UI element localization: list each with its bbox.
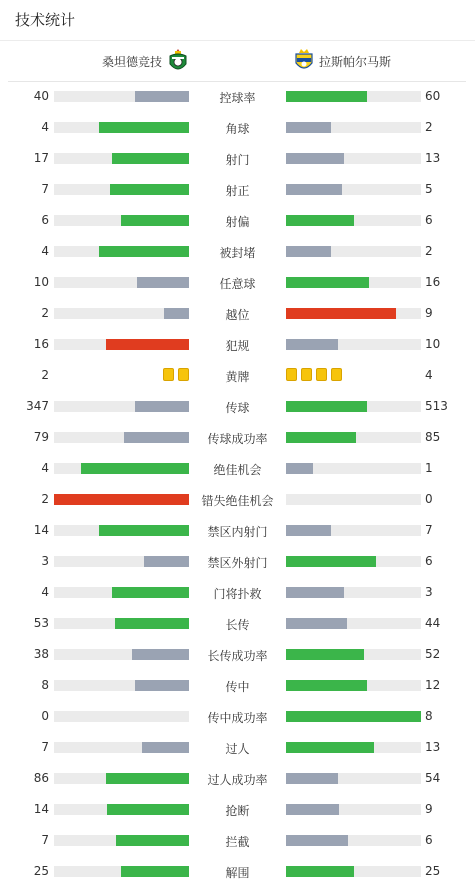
home-stat-bar-fill xyxy=(107,804,189,815)
home-stat-value: 7 xyxy=(41,833,49,847)
away-stat-value: 44 xyxy=(425,616,441,630)
home-stat-bar xyxy=(54,835,189,846)
away-stat-bar-fill xyxy=(286,339,338,350)
home-stat-bar xyxy=(54,122,189,133)
home-stat-bar xyxy=(54,308,189,319)
away-stat-bar-fill xyxy=(286,246,331,257)
stat-row xyxy=(0,639,475,670)
away-stat-bar xyxy=(286,773,421,784)
home-stat-bar xyxy=(54,215,189,226)
away-stat-value: 13 xyxy=(425,740,441,754)
stat-row xyxy=(0,608,475,639)
stat-label: 禁区内射门 xyxy=(207,525,268,539)
home-stat-value: 10 xyxy=(33,275,49,289)
away-stat-bar-fill xyxy=(286,308,396,319)
stat-label: 任意球 xyxy=(219,277,256,291)
away-stat-bar xyxy=(286,308,421,319)
away-stat-value: 5 xyxy=(425,182,433,196)
away-stat-bar xyxy=(286,525,421,536)
home-stat-bar-fill xyxy=(112,153,189,164)
home-stat-value: 17 xyxy=(33,151,49,165)
home-stat-bar xyxy=(54,153,189,164)
home-stat-value: 0 xyxy=(41,709,49,723)
stat-label: 传球成功率 xyxy=(207,432,268,446)
yellow-card-icon xyxy=(301,368,312,381)
away-stat-value: 25 xyxy=(425,864,441,878)
home-stat-bar xyxy=(54,649,189,660)
away-stat-bar-fill xyxy=(286,866,354,877)
away-stat-bar-fill xyxy=(286,742,374,753)
away-stat-value: 6 xyxy=(425,213,433,227)
stat-label: 长传成功率 xyxy=(207,649,268,663)
away-stat-bar xyxy=(286,122,421,133)
stat-row xyxy=(0,825,475,856)
stat-row xyxy=(0,670,475,701)
away-stat-value: 85 xyxy=(425,430,441,444)
away-stat-value: 1 xyxy=(425,461,433,475)
stat-label: 拦截 xyxy=(225,835,250,849)
stat-label: 错失绝佳机会 xyxy=(201,494,274,508)
stat-label: 被封堵 xyxy=(219,246,256,260)
stat-label: 抢断 xyxy=(225,804,250,818)
stat-label: 过人成功率 xyxy=(207,773,268,787)
home-stat-bar xyxy=(54,432,189,443)
home-stat-value: 2 xyxy=(41,368,49,382)
away-stat-bar xyxy=(286,215,421,226)
home-stat-value: 3 xyxy=(41,554,49,568)
stat-row xyxy=(0,794,475,825)
away-stat-bar xyxy=(286,432,421,443)
stat-label: 犯规 xyxy=(225,339,250,353)
home-stat-bar-fill xyxy=(110,184,189,195)
away-stat-bar-fill xyxy=(286,587,344,598)
home-stat-bar-fill xyxy=(115,618,189,629)
home-stat-bar-fill xyxy=(116,835,189,846)
home-stat-value: 79 xyxy=(33,430,49,444)
home-stat-bar-fill xyxy=(132,649,189,660)
home-stat-bar xyxy=(54,556,189,567)
away-stat-bar xyxy=(286,339,421,350)
away-stat-bar xyxy=(286,835,421,846)
home-stat-bar-fill xyxy=(54,494,189,505)
stat-row xyxy=(0,205,475,236)
away-stat-bar-fill xyxy=(286,711,421,722)
home-stat-value: 2 xyxy=(41,306,49,320)
away-stat-value: 60 xyxy=(425,89,441,103)
stat-row xyxy=(0,81,475,112)
home-stat-bar-fill xyxy=(106,773,189,784)
home-stat-bar xyxy=(54,525,189,536)
home-stat-bar-fill xyxy=(137,277,189,288)
home-stat-bar-fill xyxy=(81,463,189,474)
away-stat-value: 52 xyxy=(425,647,441,661)
home-stat-bar xyxy=(54,494,189,505)
away-stat-value: 16 xyxy=(425,275,441,289)
home-stat-bar xyxy=(54,618,189,629)
stat-row xyxy=(0,112,475,143)
home-stat-bar xyxy=(54,339,189,350)
stat-label: 黄牌 xyxy=(225,370,250,384)
home-stat-bar-fill xyxy=(124,432,189,443)
home-stat-bar xyxy=(54,246,189,257)
away-stat-bar xyxy=(286,153,421,164)
stat-row xyxy=(0,329,475,360)
home-stat-bar-fill xyxy=(135,680,189,691)
home-stat-bar xyxy=(54,463,189,474)
away-stat-bar-fill xyxy=(286,649,364,660)
stat-row xyxy=(0,267,475,298)
racing-santander-crest-icon xyxy=(166,48,190,74)
stat-label: 传中 xyxy=(225,680,250,694)
stats-list xyxy=(0,81,475,887)
team-header xyxy=(8,41,466,82)
away-stat-bar-fill xyxy=(286,184,342,195)
stat-label: 传球 xyxy=(225,401,250,415)
home-stat-bar-fill xyxy=(99,122,189,133)
away-stat-value: 7 xyxy=(425,523,433,537)
stat-label: 绝佳机会 xyxy=(213,463,262,477)
stat-row xyxy=(0,391,475,422)
home-stat-bar xyxy=(54,804,189,815)
home-stat-value: 4 xyxy=(41,120,49,134)
away-stat-bar-fill xyxy=(286,401,367,412)
away-stat-bar-fill xyxy=(286,122,331,133)
stat-label: 门将扑救 xyxy=(213,587,262,601)
away-stat-bar-fill xyxy=(286,556,376,567)
away-stat-bar xyxy=(286,277,421,288)
stat-label: 越位 xyxy=(225,308,250,322)
away-stat-bar-fill xyxy=(286,835,348,846)
away-stat-value: 3 xyxy=(425,585,433,599)
home-team-name: 桑坦德竞技 xyxy=(101,55,162,69)
stat-row xyxy=(0,577,475,608)
away-stat-value: 54 xyxy=(425,771,441,785)
stat-row xyxy=(0,174,475,205)
away-stat-value: 12 xyxy=(425,678,441,692)
stat-row xyxy=(0,236,475,267)
yellow-card-icon xyxy=(316,368,327,381)
home-stat-bar-fill xyxy=(99,246,189,257)
home-stat-value: 40 xyxy=(33,89,49,103)
home-stat-bar-fill xyxy=(135,91,189,102)
stat-row xyxy=(0,732,475,763)
away-stat-bar-fill xyxy=(286,804,339,815)
stat-row xyxy=(0,360,475,391)
home-stat-bar xyxy=(54,680,189,691)
yellow-card-icon xyxy=(163,368,174,381)
stat-label: 射偏 xyxy=(225,215,250,229)
stat-row xyxy=(0,515,475,546)
stat-row xyxy=(0,484,475,515)
home-stat-bar xyxy=(54,401,189,412)
away-stat-value: 9 xyxy=(425,802,433,816)
stat-label: 射正 xyxy=(225,184,250,198)
away-team-name: 拉斯帕尔马斯 xyxy=(319,55,392,69)
home-stat-value: 2 xyxy=(41,492,49,506)
away-stat-bar-fill xyxy=(286,432,356,443)
home-stat-value: 86 xyxy=(33,771,49,785)
home-stat-bar xyxy=(54,773,189,784)
away-stat-value: 8 xyxy=(425,709,433,723)
away-stat-bar-fill xyxy=(286,463,313,474)
away-yellow-cards xyxy=(286,368,342,381)
home-stat-bar-fill xyxy=(106,339,189,350)
home-stat-bar-fill xyxy=(144,556,189,567)
yellow-card-icon xyxy=(286,368,297,381)
away-stat-bar-fill xyxy=(286,525,331,536)
home-stat-value: 14 xyxy=(33,802,49,816)
home-stat-value: 4 xyxy=(41,585,49,599)
away-stat-bar xyxy=(286,556,421,567)
away-stat-bar xyxy=(286,649,421,660)
away-stat-value: 513 xyxy=(425,399,448,413)
stat-row xyxy=(0,546,475,577)
home-stat-value: 25 xyxy=(33,864,49,878)
away-stat-bar xyxy=(286,804,421,815)
page-title: 技术统计 xyxy=(15,11,76,29)
yellow-card-icon xyxy=(178,368,189,381)
home-stat-value: 38 xyxy=(33,647,49,661)
home-stat-bar xyxy=(54,184,189,195)
stat-row xyxy=(0,701,475,732)
away-stat-value: 6 xyxy=(425,554,433,568)
stat-label: 过人 xyxy=(225,742,250,756)
home-stat-bar-fill xyxy=(142,742,189,753)
away-stat-bar-fill xyxy=(286,153,344,164)
stat-label: 射门 xyxy=(225,153,250,167)
away-stat-bar xyxy=(286,711,421,722)
stat-row xyxy=(0,298,475,329)
away-stat-bar xyxy=(286,401,421,412)
away-stat-bar xyxy=(286,742,421,753)
home-stat-value: 7 xyxy=(41,182,49,196)
away-stat-bar-fill xyxy=(286,680,367,691)
stat-label: 解围 xyxy=(225,866,250,880)
home-stat-bar-fill xyxy=(121,866,189,877)
las-palmas-crest-icon xyxy=(292,48,316,74)
stat-row xyxy=(0,143,475,174)
away-stat-bar xyxy=(286,184,421,195)
stat-row xyxy=(0,763,475,794)
away-stat-bar-fill xyxy=(286,215,354,226)
stat-row xyxy=(0,422,475,453)
away-stat-bar xyxy=(286,463,421,474)
home-stat-value: 8 xyxy=(41,678,49,692)
home-stat-bar xyxy=(54,866,189,877)
home-stat-value: 347 xyxy=(26,399,49,413)
away-stat-bar-fill xyxy=(286,277,369,288)
away-stat-bar xyxy=(286,246,421,257)
away-stat-bar xyxy=(286,91,421,102)
home-stat-bar-fill xyxy=(112,587,189,598)
stat-row xyxy=(0,453,475,484)
away-stat-value: 4 xyxy=(425,368,433,382)
home-stat-bar xyxy=(54,91,189,102)
away-stat-value: 13 xyxy=(425,151,441,165)
home-stat-bar xyxy=(54,742,189,753)
home-stat-bar xyxy=(54,711,189,722)
away-stat-value: 9 xyxy=(425,306,433,320)
away-stat-bar xyxy=(286,680,421,691)
stat-label: 传中成功率 xyxy=(207,711,268,725)
away-stat-bar-fill xyxy=(286,91,367,102)
stat-label: 角球 xyxy=(225,122,250,136)
home-stat-bar xyxy=(54,587,189,598)
stat-label: 禁区外射门 xyxy=(207,556,268,570)
stat-row xyxy=(0,856,475,887)
away-stat-value: 2 xyxy=(425,244,433,258)
away-stat-bar xyxy=(286,618,421,629)
home-stat-bar-fill xyxy=(135,401,189,412)
home-stat-value: 4 xyxy=(41,461,49,475)
away-stat-value: 6 xyxy=(425,833,433,847)
home-stat-bar-fill xyxy=(121,215,189,226)
home-stat-value: 7 xyxy=(41,740,49,754)
home-stat-bar xyxy=(54,277,189,288)
home-stat-bar-fill xyxy=(99,525,189,536)
away-stat-value: 2 xyxy=(425,120,433,134)
home-yellow-cards xyxy=(163,368,189,381)
away-stat-bar xyxy=(286,866,421,877)
yellow-card-icon xyxy=(331,368,342,381)
away-stat-value: 0 xyxy=(425,492,433,506)
home-stat-bar-fill xyxy=(164,308,189,319)
header-bar xyxy=(0,0,475,41)
away-stat-bar-fill xyxy=(286,773,338,784)
away-stat-bar xyxy=(286,587,421,598)
away-stat-bar xyxy=(286,494,421,505)
stat-label: 控球率 xyxy=(219,91,256,105)
away-stat-bar-fill xyxy=(286,618,347,629)
home-stat-value: 6 xyxy=(41,213,49,227)
home-stat-value: 14 xyxy=(33,523,49,537)
stat-label: 长传 xyxy=(225,618,250,632)
away-stat-value: 10 xyxy=(425,337,441,351)
home-stat-value: 53 xyxy=(33,616,49,630)
home-stat-value: 16 xyxy=(33,337,49,351)
home-stat-value: 4 xyxy=(41,244,49,258)
